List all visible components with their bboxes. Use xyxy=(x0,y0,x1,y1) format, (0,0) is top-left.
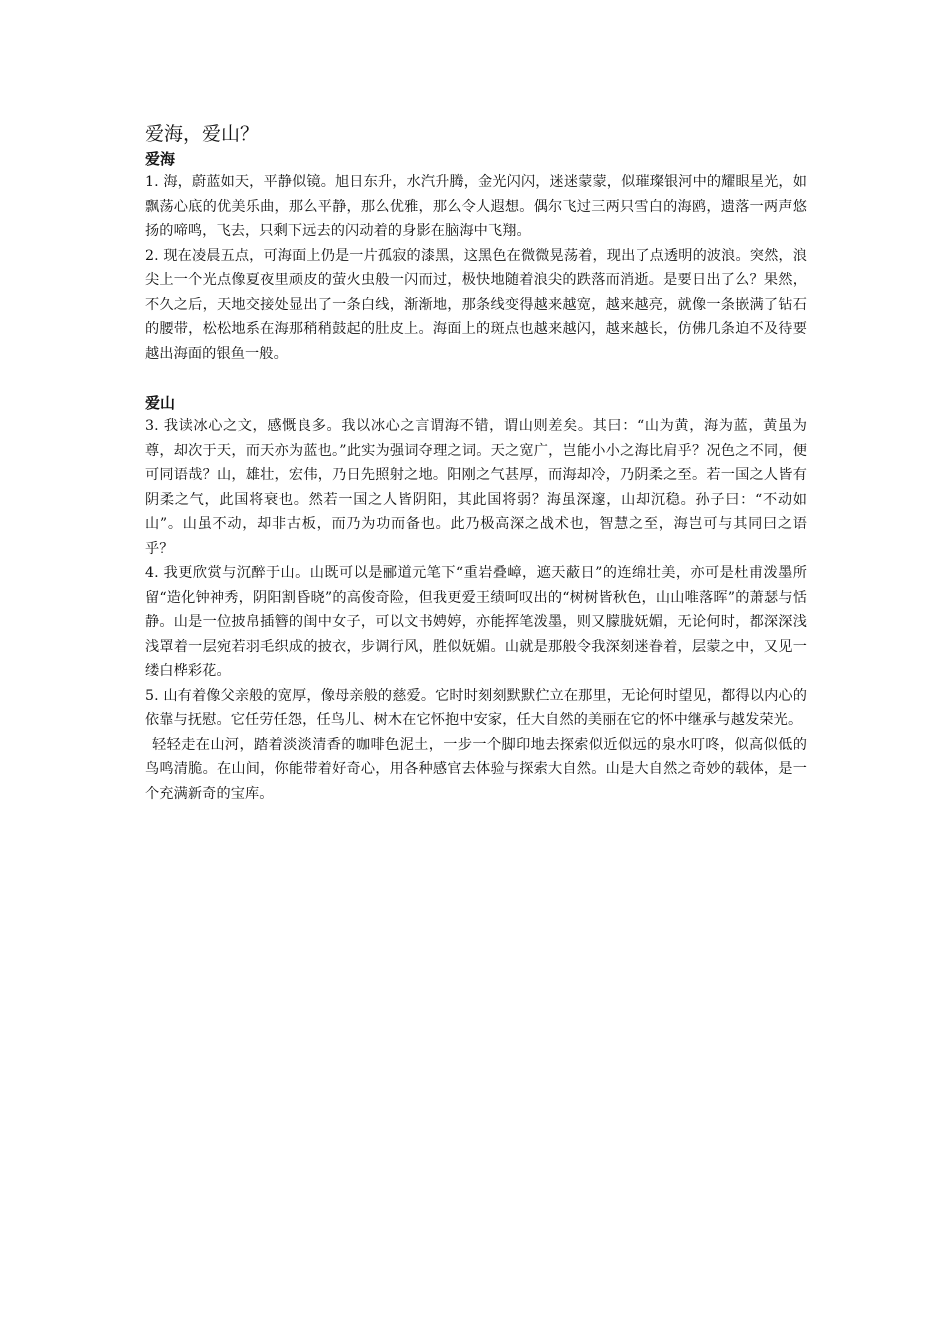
paragraph-2: 2. 现在凌晨五点，可海面上仍是一片孤寂的漆黑，这黑色在微微晃荡着，现出了点透明的波浪。突然，浪尖上一个光点像夏夜里顽皮的萤火虫般一闪而过，极快地随着浪尖的跌落而消逝。是要日出了么？果然，不久之后，天地交接处显出了一条白线，渐渐地，那条线变得越来越宽，越来越亮，就像一条嵌满了钻石的腰带，松松地系在海那稍稍鼓起的肚皮上。海面上的斑点也越来越闪，越来越长，仿佛几条迫不及待要越出海面的银鱼一般。 xyxy=(145,247,807,362)
document-title: 爱海，爱山？ xyxy=(145,123,260,145)
section-heading-love-mountain: 爱山 xyxy=(145,394,176,412)
paragraph-5: 5. 山有着像父亲般的宽厚，像母亲般的慈爱。它时时刻刻默默伫立在那里，无论何时望见，都得以内心的依靠与抚慰。它任劳任怨，任鸟儿、树木在它怀抱中安家，任大自然的美丽在它的怀中继承与越发荣光。 xyxy=(145,687,807,728)
document-page xyxy=(145,120,807,806)
paragraph-1: 1. 海，蔚蓝如天，平静似镜。旭日东升，水汽升腾，金光闪闪，迷迷蒙蒙，似璀璨银河中的耀眼星光，如飘荡心底的优美乐曲，那么平静，那么优雅，那么令人遐想。偶尔飞过三两只雪白的海鸥，遗落一两声悠扬的啼鸣，飞去，只剩下远去的闪动着的身影在脑海中飞翔。 xyxy=(145,174,807,239)
paragraph-3: 3. 我读冰心之文，感慨良多。我以冰心之言谓海不错，谓山则差矣。其曰：“山为黄，海为蓝，黄虽为尊，却次于天，而天亦为蓝也。”此实为强词夺理之词。天之宽广，岂能小小之海比肩乎？况色之不同，便可同语哉？山，雄壮，宏伟，乃日先照射之地。阳刚之气甚厚，而海却冷，乃阴柔之至。若一国之人皆有阴柔之气，此国将衰也。然若一国之人皆阴阳，其此国将弱？海虽深邃，山却沉稳。孙子曰：“不动如山”。山虽不动，却非古板，而乃为功而备也。此乃极高深之战术也，智慧之至，海岂可与其同曰之语乎？ xyxy=(145,418,807,557)
section-spacer xyxy=(145,366,807,392)
paragraph-4: 4. 我更欣赏与沉醉于山。山既可以是郦道元笔下“重岩叠嶂，遮天蔽日”的连绵壮美，亦可是杜甫泼墨所留“造化钟神秀，阴阳割昏晓”的高俊奇险，但我更爱王绩呵叹出的“树树皆秋色，山山唯落晖”的萧瑟与恬静。山是一位披帛插簪的闺中女子，可以文书娉婷，亦能挥笔泼墨，则又朦胧妩媚，无论何时，都深深浅浅罩着一层宛若羽毛织成的披衣，步调行风，胜似妩媚。山就是那般令我深刻迷眷着，层蒙之中，又见一缕白桦彩花。 xyxy=(145,565,807,679)
paragraph-closing: 轻轻走在山河，踏着淡淡清香的咖啡色泥土，一步一个脚印地去探索似近似远的泉水叮咚，似高似低的鸟鸣清脆。在山间，你能带着好奇心，用各种感官去体验与探索大自然。山是大自然之奇妙的载体，是一个充满新奇的宝库。 xyxy=(145,736,807,802)
section-heading-love-sea: 爱海 xyxy=(145,150,176,168)
